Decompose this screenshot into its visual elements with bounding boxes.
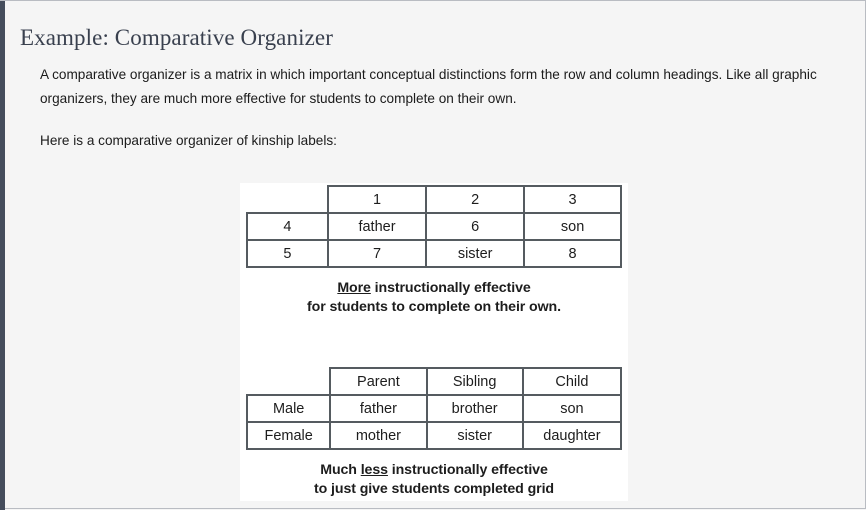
blank-organizer-caption <box>246 279 622 317</box>
table-row <box>247 368 621 395</box>
table-row <box>247 186 621 213</box>
column-header-cell: Parent <box>330 368 426 395</box>
row-header-cell: 4 <box>247 213 328 240</box>
caption-emphasis: less <box>360 462 388 478</box>
caption-emphasis: More <box>337 280 371 296</box>
table-row <box>247 395 621 422</box>
table-row <box>247 213 621 240</box>
table-row <box>247 422 621 449</box>
column-header-cell: Sibling <box>427 368 523 395</box>
table-cell: father <box>328 213 426 240</box>
table-cell: brother <box>427 395 523 422</box>
table-cell: daughter <box>523 422 621 449</box>
table-cell: 8 <box>524 240 621 267</box>
row-header-cell: 5 <box>247 240 328 267</box>
table-row <box>247 240 621 267</box>
filled-organizer-caption <box>246 461 622 499</box>
body-text-block <box>40 63 830 153</box>
body-paragraph-2: Here is a comparative organizer of kinship labels: <box>40 133 337 148</box>
caption-line1-rest: instructionally effective <box>387 462 548 478</box>
column-header-cell: 3 <box>524 186 621 213</box>
body-paragraph-1: A comparative organizer is a matrix in which important conceptual distinctions form the row and column headings. Like all graphic organizers, they are much more effective for students to complete on their own. <box>40 67 817 106</box>
table-cell: mother <box>330 422 426 449</box>
table-cell: 6 <box>426 213 524 240</box>
table-cell: 7 <box>328 240 426 267</box>
figure-container <box>240 183 628 501</box>
caption-line1-pre: Much <box>320 462 361 478</box>
corner-cell <box>247 186 328 213</box>
caption-line2: for students to complete on their own. <box>307 299 561 315</box>
row-header-cell: Male <box>247 395 330 422</box>
table-cell: sister <box>427 422 523 449</box>
filled-organizer-group <box>246 367 622 499</box>
column-header-cell: 2 <box>426 186 524 213</box>
column-header-cell: 1 <box>328 186 426 213</box>
blank-organizer-table-wrap <box>246 185 622 268</box>
table-cell: son <box>524 213 621 240</box>
table-cell: son <box>523 395 621 422</box>
filled-organizer-table-wrap <box>246 367 622 450</box>
table-cell: father <box>330 395 426 422</box>
blank-organizer-table <box>246 185 622 268</box>
page-title: Example: Comparative Organizer <box>20 25 333 50</box>
row-header-cell: Female <box>247 422 330 449</box>
filled-organizer-table <box>246 367 622 450</box>
blank-organizer-group <box>246 185 622 317</box>
caption-line2: to just give students completed grid <box>314 481 554 497</box>
table-cell: sister <box>426 240 524 267</box>
corner-cell <box>247 368 330 395</box>
left-accent-stripe <box>0 1 5 510</box>
caption-line1-rest: instructionally effective <box>370 280 531 296</box>
column-header-cell: Child <box>523 368 621 395</box>
